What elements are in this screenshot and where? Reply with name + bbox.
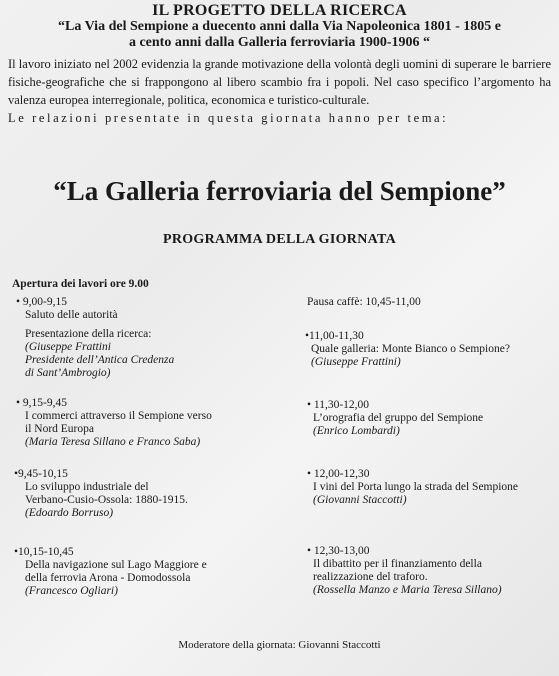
item-title: Lo sviluppo industriale del [25, 481, 149, 493]
item-time: • 11,30-12,00 [307, 399, 370, 411]
item-title: Presentazione della ricerca: [25, 328, 152, 340]
item-speaker: (Edoardo Borruso) [25, 507, 114, 519]
item-time: • 9,00-9,15 [16, 296, 67, 308]
item-time: • 12,30-13,00 [307, 545, 370, 557]
schedule-item-right-4 [307, 545, 502, 597]
relazioni-line: Le relazioni presentate in questa giornata hanno per tema: [8, 111, 449, 125]
item-title: il Nord Europa [25, 423, 94, 435]
item-time: • 12,00-12,30 [307, 468, 370, 480]
item-speaker: Presidente dell’Antica Credenza [25, 354, 175, 366]
project-heading: IL PROGETTO DELLA RICERCA [152, 2, 407, 19]
item-speaker: (Rossella Manzo e Maria Teresa Sillano) [313, 584, 502, 596]
item-title: I vini del Porta lungo la strada del Sempione [313, 481, 519, 493]
item-title: Saluto delle autorità [25, 309, 118, 321]
item-speaker: (Enrico Lombardi) [313, 425, 400, 437]
schedule-item-left-1 [16, 296, 174, 380]
schedule-item-right-3 [307, 468, 518, 507]
opening-time: Apertura dei lavori ore 9.00 [12, 278, 149, 290]
item-title: I commerci attraverso il Sempione verso [25, 410, 212, 422]
item-title: Della navigazione sul Lago Maggiore e [25, 559, 207, 571]
moderator-line: Moderatore della giornata: Giovanni Staccotti [178, 639, 381, 651]
item-speaker: (Giuseppe Frattini [25, 341, 111, 353]
item-title: Verbano-Cusio-Ossola: 1880-1915. [25, 494, 188, 506]
item-title: Quale galleria: Monte Bianco o Sempione? [311, 343, 510, 355]
item-speaker: (Maria Teresa Sillano e Franco Saba) [25, 436, 201, 448]
schedule-item-right-2 [307, 399, 483, 438]
item-time: • 9,15-9,45 [16, 397, 67, 409]
item-title: realizzazione del traforo. [313, 571, 428, 583]
item-time: •9,45-10,15 [14, 468, 68, 480]
project-subtitle-line-1: “La Via del Sempione a duecento anni dalla Via Napoleonica 1801 - 1805 e [58, 19, 501, 34]
item-speaker: (Giovanni Staccotti) [313, 494, 407, 506]
coffee-break: Pausa caffè: 10,45-11,00 [307, 296, 421, 308]
program-heading: PROGRAMMA DELLA GIORNATA [162, 232, 397, 247]
intro-paragraph: Il lavoro iniziato nel 2002 evidenzia la grande motivazione della volontà degli uomini di superare le barriere fisiche-geografiche che si frappongono al libero scambio fra i popoli. Nel caso specifico l’argomento ha valenza europea interregionale, politica, economica e turistico-culturale. [8, 57, 551, 107]
schedule-item-left-2 [16, 397, 212, 449]
item-speaker: (Giuseppe Frattini) [311, 356, 401, 368]
item-title: della ferrovia Arona - Domodossola [25, 572, 191, 584]
schedule-item-right-1 [305, 330, 510, 369]
item-time: •10,15-10,45 [14, 546, 74, 558]
schedule-item-right-break [307, 296, 421, 309]
schedule-item-left-3 [14, 468, 188, 520]
schedule-item-left-4 [14, 546, 207, 598]
main-title: “La Galleria ferroviaria del Sempione” [53, 176, 506, 206]
project-subtitle-line-2: a cento anni dalla Galleria ferroviaria 1900-1906 “ [128, 35, 431, 50]
item-title: L’orografia del gruppo del Sempione [313, 412, 484, 424]
item-title: Il dibattito per il finanziamento della [313, 558, 482, 570]
item-speaker: (Francesco Ogliari) [25, 585, 118, 597]
item-speaker: di Sant’Ambrogio) [25, 367, 111, 379]
item-time: •11,00-11,30 [305, 330, 364, 342]
